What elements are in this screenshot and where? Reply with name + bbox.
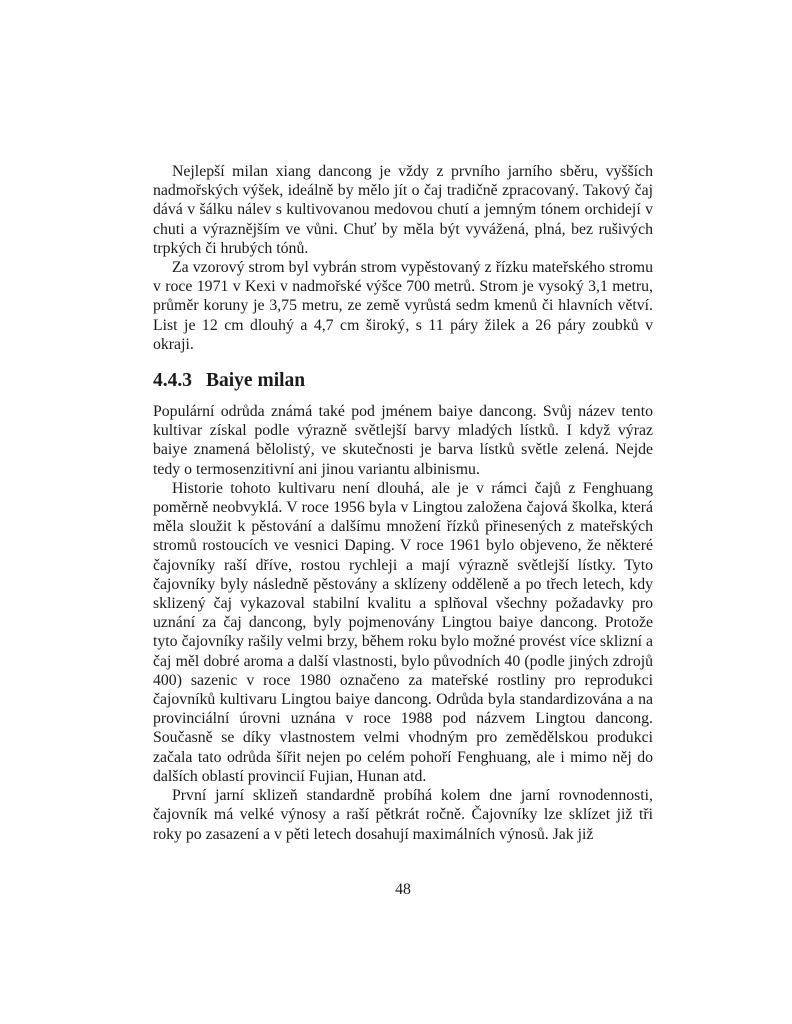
- section-title: Baiye milan: [206, 370, 306, 392]
- paragraph-baiye-intro: Populární odrůda známá také pod jménem baiye dancong. Svůj název tento kultivar získal podle výrazně světlejší barvy mladých lístků. I když výraz baiye znamená bělolistý, ve skutečnosti je barva lístků světle zelená. Nejde tedy o termosenzitivní ani jinou variantu albinismu.: [153, 403, 653, 478]
- section-heading: [153, 369, 653, 393]
- page-number: 48: [395, 881, 411, 898]
- section-number: 4.4.3: [153, 370, 192, 392]
- paragraph-baiye-history: Historie tohoto kultivaru není dlouhá, ale je v rámci čajů z Fenghuang poměrně neobvyklá. V roce 1956 byla v Lingtou založena čajová školka, která měla sloužit k pěstování a dalšímu množení řízků přinesených z mateřských stromů rostoucích ve vesnici Daping. V roce 1961 bylo objeveno, že některé čajovníky raší dříve, rostou rychleji a mají výrazně světlejší lístky. Tyto čajovníky byly následně pěstovány a sklízeny odděleně a po třech letech, kdy sklizený čaj vykazoval stabilní kvalitu a splňoval všechny požadavky pro uznání za čaj dancong, byly pojmenovány Lingtou baiye dancong. Protože tyto čajovníky rašily velmi brzy, během roku bylo možné provést více sklizní a čaj měl dobré aroma a další vlastnosti, bylo původních 40 (podle jiných zdrojů 400) sazenic v roce 1980 označeno za mateřské rostliny pro reprodukci čajovníků kultivaru Lingtou baiye dancong. Odrůda byla standardizována a na provinciální úrovni uznána v roce 1988 pod názvem Lingtou dancong. Současně se díky vlastnostem velmi vhodným pro zemědělskou produkci začala tato odrůda šířit nejen po celém pohoří Fenghuang, ale i mimo něj do dalších oblastí provincií Fujian, Hunan atd.: [153, 479, 653, 785]
- paragraph-model-tree: Za vzorový strom byl vybrán strom vypěstovaný z řízku mateřského stromu v roce 1971 v Kexi v nadmořské výšce 700 metrů. Strom je vysoký 3,1 metru, průměr koruny je 3,75 metru, ze země vyrůstá sedm kmenů či hlavních větví. List je 12 cm dlouhý a 4,7 cm široký, s 11 páry žilek a 26 páry zoubků v okraji.: [153, 259, 653, 353]
- paragraph-best-harvest: Nejlepší milan xiang dancong je vždy z prvního jarního sběru, vyšších nadmořských výšek, ideálně by mělo jít o čaj tradičně zpracovaný. Takový čaj dává v šálku nálev s kultivovanou medovou chutí a jemným tónem orchidejí v chuti a výraznějším ve vůni. Chuť by měla být vyvážená, plná, bez rušivých trpkých či hrubých tónů.: [153, 163, 653, 257]
- paragraph-spring-harvest: První jarní sklizeň standardně probíhá kolem dne jarní rovnodennosti, čajovník má velké výnosy a raší pětkrát ročně. Čajovníky lze sklízet již tři roky po zasazení a v pěti letech dosahují maximálních výnosů. Jak již: [153, 787, 653, 843]
- text-block: [153, 162, 653, 844]
